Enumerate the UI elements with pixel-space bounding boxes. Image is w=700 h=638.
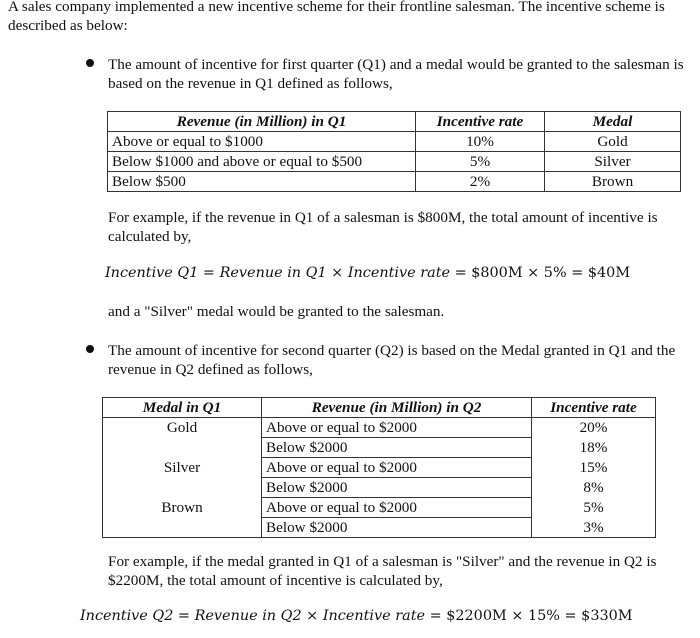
- table-cell: Brown: [103, 498, 262, 518]
- table-cell: Gold: [103, 418, 262, 438]
- table-cell: [103, 438, 262, 458]
- table-cell: 20%: [532, 418, 656, 438]
- formula-value: 5%: [543, 265, 567, 281]
- formula-value: 15%: [527, 608, 560, 624]
- table-cell: 8%: [532, 478, 656, 498]
- table-cell: 2%: [416, 172, 545, 192]
- bullet-marker: [86, 345, 94, 353]
- formula-operator: =: [173, 608, 195, 624]
- table-cell: [103, 518, 262, 538]
- table-cell: 5%: [416, 152, 545, 172]
- table-cell: Below $2000: [262, 518, 532, 538]
- table-cell: Gold: [545, 132, 681, 152]
- formula-value: $2200M: [446, 608, 507, 624]
- table-header-row: [108, 112, 681, 132]
- table-cell: [103, 478, 262, 498]
- column-header: Incentive rate: [416, 112, 545, 132]
- formula-term: Incentive rate: [347, 265, 450, 281]
- table-cell: 18%: [532, 438, 656, 458]
- table-cell: Above or equal to $2000: [262, 458, 532, 478]
- formula-term: Incentive rate: [322, 608, 425, 624]
- q2-incentive-table: [102, 397, 656, 538]
- table-row: [103, 498, 656, 518]
- table-header-row: [103, 398, 656, 418]
- table-cell: 15%: [532, 458, 656, 478]
- formula-operator: =: [425, 608, 447, 624]
- table-cell: Above or equal to $1000: [108, 132, 416, 152]
- table-row: [103, 438, 656, 458]
- table-cell: Above or equal to $2000: [262, 418, 532, 438]
- formula-term: Revenue in Q1: [219, 265, 327, 281]
- example-1-text: For example, if the revenue in Q1 of a salesman is $800M, the total amount of incentive is calculated by,: [108, 209, 658, 245]
- table-row: [103, 518, 656, 538]
- table-cell: Silver: [545, 152, 681, 172]
- table-row: [103, 458, 656, 478]
- column-header: Revenue (in Million) in Q1: [108, 112, 416, 132]
- formula-q2: [80, 607, 633, 626]
- bullet-marker: [86, 59, 94, 67]
- formula-operator: =: [198, 265, 220, 281]
- formula-operator: ×: [301, 608, 323, 624]
- table-cell: 10%: [416, 132, 545, 152]
- table-row: [103, 418, 656, 438]
- column-header: Medal in Q1: [103, 398, 262, 418]
- q1-incentive-table: [107, 111, 681, 192]
- formula-operator: ×: [326, 265, 348, 281]
- formula-value: $800M: [471, 265, 523, 281]
- table-cell: Below $500: [108, 172, 416, 192]
- table-cell: 5%: [532, 498, 656, 518]
- table-cell: Below $2000: [262, 438, 532, 458]
- table-cell: Above or equal to $2000: [262, 498, 532, 518]
- bullet-1-text: The amount of incentive for first quarter (Q1) and a medal would be granted to the salesman is based on the revenue in Q1 defined as follows,: [108, 56, 684, 92]
- table-cell: Brown: [545, 172, 681, 192]
- table-cell: Silver: [103, 458, 262, 478]
- intro-paragraph: A sales company implemented a new incentive scheme for their frontline salesman. The incentive scheme is described as below:: [8, 0, 665, 34]
- formula-operator: =: [559, 608, 582, 624]
- table-row: [108, 132, 681, 152]
- formula-term: Incentive Q2: [80, 608, 174, 624]
- column-header: Incentive rate: [532, 398, 656, 418]
- table-cell: 3%: [532, 518, 656, 538]
- formula-term: Revenue in Q2: [194, 608, 302, 624]
- bullet-2-text: The amount of incentive for second quarter (Q2) is based on the Medal granted in Q1 and the revenue in Q2 defined as follows,: [108, 342, 676, 378]
- table-cell: Below $2000: [262, 478, 532, 498]
- formula-value: $40M: [587, 265, 631, 281]
- formula-operator: ×: [522, 265, 544, 281]
- formula-operator: =: [450, 265, 472, 281]
- formula-term: Incentive Q1: [105, 265, 199, 281]
- column-header: Revenue (in Million) in Q2: [262, 398, 532, 418]
- formula-operator: ×: [506, 608, 528, 624]
- column-header: Medal: [545, 112, 681, 132]
- table-row: [103, 478, 656, 498]
- table-row: [108, 152, 681, 172]
- example-2-text: For example, if the medal granted in Q1 of a salesman is "Silver" and the revenue in Q2 is $2200M, the total amount of incentive is calculated by,: [108, 553, 657, 589]
- silver-medal-note: and a "Silver" medal would be granted to the salesman.: [108, 303, 445, 320]
- table-cell: Below $1000 and above or equal to $500: [108, 152, 416, 172]
- formula-q1: [105, 264, 630, 283]
- formula-operator: =: [566, 265, 588, 281]
- table-row: [108, 172, 681, 192]
- formula-value: $330M: [581, 608, 633, 624]
